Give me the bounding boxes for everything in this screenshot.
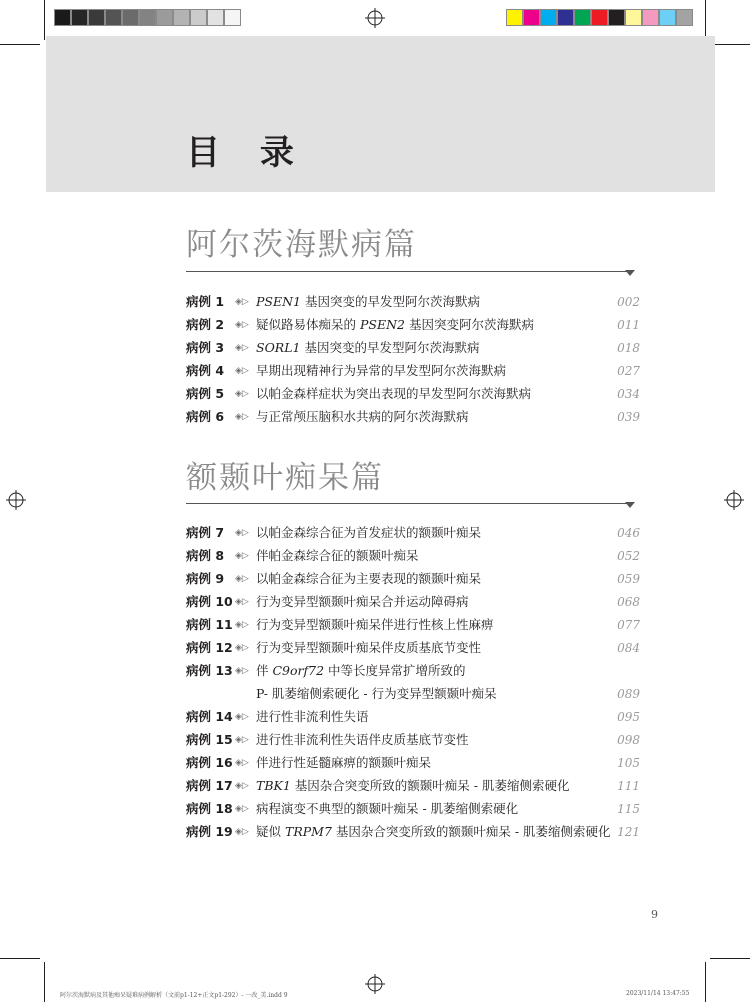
toc-entry[interactable] — [186, 707, 640, 727]
entry-page-number: 052 — [617, 549, 640, 563]
case-label: 病例 15 — [186, 732, 233, 747]
gene-name: TBK1 — [256, 778, 291, 793]
case-label: 病例 7 — [186, 525, 225, 540]
entry-title-text: 基因突变阿尔茨海默病 — [404, 317, 534, 332]
color-swatch — [54, 9, 71, 26]
color-swatch — [190, 9, 207, 26]
entry-title-text: 与正常颅压脑积水共病的阿尔茨海默病 — [256, 409, 469, 424]
case-label: 病例 17 — [186, 778, 233, 793]
color-swatch — [71, 9, 88, 26]
entry-title — [256, 822, 611, 842]
color-swatch — [591, 9, 608, 26]
entry-title — [256, 707, 369, 727]
case-label: 病例 3 — [186, 340, 225, 355]
grayscale-color-bar — [54, 9, 241, 26]
entry-page-number: 002 — [617, 295, 640, 309]
entry-title-text: 以帕金森综合征为主要表现的额颞叶痴呆 — [256, 571, 482, 586]
color-swatch — [642, 9, 659, 26]
crop-mark — [44, 0, 45, 40]
entry-page-number: 068 — [617, 595, 640, 609]
header-band — [46, 36, 715, 192]
entry-title — [256, 592, 469, 612]
bullet-arrow-icon: ◈▷ — [235, 297, 249, 307]
color-swatch — [625, 9, 642, 26]
entry-title — [256, 407, 469, 427]
entry-page-number: 059 — [617, 572, 640, 586]
entry-page-number: 095 — [617, 710, 640, 724]
color-swatch — [173, 9, 190, 26]
color-swatch — [659, 9, 676, 26]
entry-page-number: 084 — [617, 641, 640, 655]
bullet-arrow-icon: ◈▷ — [235, 551, 249, 561]
rule-triangle-icon — [625, 270, 635, 276]
entry-title — [256, 615, 494, 635]
entry-page-number: 089 — [617, 687, 640, 701]
bullet-arrow-icon: ◈▷ — [235, 366, 249, 376]
case-label: 病例 13 — [186, 663, 233, 678]
entry-title — [256, 384, 531, 404]
entry-title-text: 伴 — [256, 663, 273, 678]
toc-entry[interactable] — [186, 822, 640, 842]
toc-entry[interactable] — [186, 546, 640, 566]
entry-page-number: 098 — [617, 733, 640, 747]
entry-title — [256, 730, 469, 750]
toc-entry[interactable] — [186, 661, 640, 681]
color-swatch — [506, 9, 523, 26]
entry-page-number: 027 — [617, 364, 640, 378]
registration-mark-icon — [365, 8, 385, 28]
toc-entry[interactable] — [186, 684, 640, 704]
process-color-bar — [506, 9, 693, 26]
bullet-arrow-icon: ◈▷ — [235, 574, 249, 584]
entry-title-text: 以帕金森综合征为首发症状的额颞叶痴呆 — [256, 525, 482, 540]
bullet-arrow-icon: ◈▷ — [235, 643, 249, 653]
entry-title — [256, 315, 534, 335]
toc-entry[interactable] — [186, 753, 640, 773]
case-label: 病例 10 — [186, 594, 233, 609]
bullet-arrow-icon: ◈▷ — [235, 804, 249, 814]
crop-mark — [0, 958, 40, 959]
gene-name: SORL1 — [256, 340, 301, 355]
entry-title-text: 疑似路易体痴呆的 — [256, 317, 360, 332]
rule-triangle-icon — [625, 502, 635, 508]
crop-mark — [705, 962, 706, 1002]
entry-title-text: 伴进行性延髓麻痹的额颞叶痴呆 — [256, 755, 432, 770]
crop-mark — [44, 962, 45, 1002]
crop-mark — [710, 958, 750, 959]
toc-entry[interactable] — [186, 315, 640, 335]
case-label: 病例 19 — [186, 824, 233, 839]
bullet-arrow-icon: ◈▷ — [235, 620, 249, 630]
gene-name: PSEN2 — [359, 317, 405, 332]
crop-mark — [0, 44, 40, 45]
case-label: 病例 11 — [186, 617, 233, 632]
color-swatch — [156, 9, 173, 26]
color-swatch — [676, 9, 693, 26]
toc-entry[interactable] — [186, 638, 640, 658]
entry-page-number: 046 — [617, 526, 640, 540]
case-label: 病例 16 — [186, 755, 233, 770]
file-slug: 阿尔茨海默病及其他痴呆疑难病例解析（文前p1-12+正文p1-292）- 一改_美.indd 9 — [60, 992, 288, 999]
case-label: 病例 12 — [186, 640, 233, 655]
color-swatch — [557, 9, 574, 26]
bullet-arrow-icon: ◈▷ — [235, 412, 249, 422]
entry-title — [256, 523, 481, 543]
entry-title-text: P- 肌萎缩侧索硬化 - 行为变异型额颞叶痴呆 — [256, 686, 497, 701]
section-rule — [186, 271, 628, 272]
toc-entry[interactable] — [186, 615, 640, 635]
bullet-arrow-icon: ◈▷ — [235, 389, 249, 399]
bullet-arrow-icon: ◈▷ — [235, 735, 249, 745]
toc-entry[interactable] — [186, 523, 640, 543]
registration-mark-icon — [724, 490, 744, 510]
bullet-arrow-icon: ◈▷ — [235, 320, 249, 330]
case-label: 病例 18 — [186, 801, 233, 816]
entry-title-text: 早期出现精神行为异常的早发型阿尔茨海默病 — [256, 363, 507, 378]
entry-title-text: 伴帕金森综合征的额颞叶痴呆 — [256, 548, 419, 563]
entry-title — [256, 753, 431, 773]
crop-mark — [705, 0, 706, 40]
gene-name: TRPM7 — [284, 824, 332, 839]
entry-title-text: 行为变异型额颞叶痴呆伴皮质基底节变性 — [256, 640, 482, 655]
case-label: 病例 2 — [186, 317, 225, 332]
entry-page-number: 111 — [617, 779, 640, 793]
color-swatch — [122, 9, 139, 26]
bullet-arrow-icon: ◈▷ — [235, 781, 249, 791]
entry-page-number: 121 — [617, 825, 640, 839]
entry-page-number: 039 — [617, 410, 640, 424]
gene-name: C9orf72 — [272, 663, 325, 678]
toc-entry[interactable] — [186, 592, 640, 612]
entry-title-text: 进行性非流利性失语伴皮质基底节变性 — [256, 732, 469, 747]
entry-page-number: 018 — [617, 341, 640, 355]
entry-title — [256, 546, 419, 566]
case-label: 病例 6 — [186, 409, 225, 424]
color-swatch — [88, 9, 105, 26]
page-number: 9 — [651, 908, 658, 921]
entry-page-number: 077 — [617, 618, 640, 632]
entry-title-text: 以帕金森样症状为突出表现的早发型阿尔茨海默病 — [256, 386, 532, 401]
color-swatch — [540, 9, 557, 26]
case-label: 病例 1 — [186, 294, 225, 309]
entry-page-number: 105 — [617, 756, 640, 770]
registration-mark-icon — [6, 490, 26, 510]
entry-title-text: 疑似 — [256, 824, 285, 839]
section-rule — [186, 503, 628, 504]
case-label: 病例 5 — [186, 386, 225, 401]
gene-name: PSEN1 — [256, 294, 301, 309]
entry-title-text: 进行性非流利性失语 — [256, 709, 369, 724]
color-swatch — [139, 9, 156, 26]
color-swatch — [608, 9, 625, 26]
entry-title-text: 基因突变的早发型阿尔茨海默病 — [300, 340, 480, 355]
entry-title-text: 基因突变的早发型阿尔茨海默病 — [301, 294, 480, 309]
toc-entry[interactable] — [186, 361, 640, 381]
entry-title — [256, 638, 481, 658]
color-swatch — [105, 9, 122, 26]
entry-title — [256, 361, 506, 381]
entry-title-text: 行为变异型额颞叶痴呆合并运动障碍病 — [256, 594, 469, 609]
entry-title — [256, 799, 518, 819]
entry-title — [256, 661, 466, 681]
case-label: 病例 4 — [186, 363, 225, 378]
bullet-arrow-icon: ◈▷ — [235, 666, 249, 676]
entry-page-number: 115 — [617, 802, 640, 816]
page-title: 目 录 — [186, 133, 308, 173]
case-label: 病例 9 — [186, 571, 225, 586]
section-title: 额颞叶痴呆篇 — [186, 460, 384, 496]
color-swatch — [574, 9, 591, 26]
bullet-arrow-icon: ◈▷ — [235, 758, 249, 768]
registration-mark-icon — [365, 974, 385, 994]
bullet-arrow-icon: ◈▷ — [235, 528, 249, 538]
toc-entry[interactable] — [186, 292, 640, 312]
case-label: 病例 8 — [186, 548, 225, 563]
entry-title — [256, 569, 481, 589]
entry-title — [256, 292, 480, 312]
entry-page-number: 011 — [617, 318, 640, 332]
toc-entry[interactable] — [186, 799, 640, 819]
toc-entry[interactable] — [186, 776, 640, 796]
entry-title-text: 基因杂合突变所致的额颞叶痴呆 - 肌萎缩侧索硬化 — [331, 824, 611, 839]
section-title: 阿尔茨海默病篇 — [186, 227, 417, 263]
entry-title — [256, 338, 479, 358]
bullet-arrow-icon: ◈▷ — [235, 827, 249, 837]
color-swatch — [207, 9, 224, 26]
timestamp: 2023/11/14 13:47:55 — [626, 990, 690, 997]
crop-mark — [710, 44, 750, 45]
toc-entry[interactable] — [186, 569, 640, 589]
bullet-arrow-icon: ◈▷ — [235, 597, 249, 607]
entry-title — [256, 684, 497, 704]
color-swatch — [224, 9, 241, 26]
toc-entry[interactable] — [186, 338, 640, 358]
toc-entry[interactable] — [186, 730, 640, 750]
entry-page-number: 034 — [617, 387, 640, 401]
toc-entry[interactable] — [186, 384, 640, 404]
case-label: 病例 14 — [186, 709, 233, 724]
entry-title-text: 行为变异型额颞叶痴呆伴进行性核上性麻痹 — [256, 617, 494, 632]
toc-entry[interactable] — [186, 407, 640, 427]
entry-title-text: 中等长度异常扩增所致的 — [324, 663, 466, 678]
entry-title-text: 基因杂合突变所致的额颞叶痴呆 - 肌萎缩侧索硬化 — [290, 778, 570, 793]
entry-title-text: 病程演变不典型的额颞叶痴呆 - 肌萎缩侧索硬化 — [256, 801, 519, 816]
bullet-arrow-icon: ◈▷ — [235, 343, 249, 353]
entry-title — [256, 776, 569, 796]
bullet-arrow-icon: ◈▷ — [235, 712, 249, 722]
color-swatch — [523, 9, 540, 26]
